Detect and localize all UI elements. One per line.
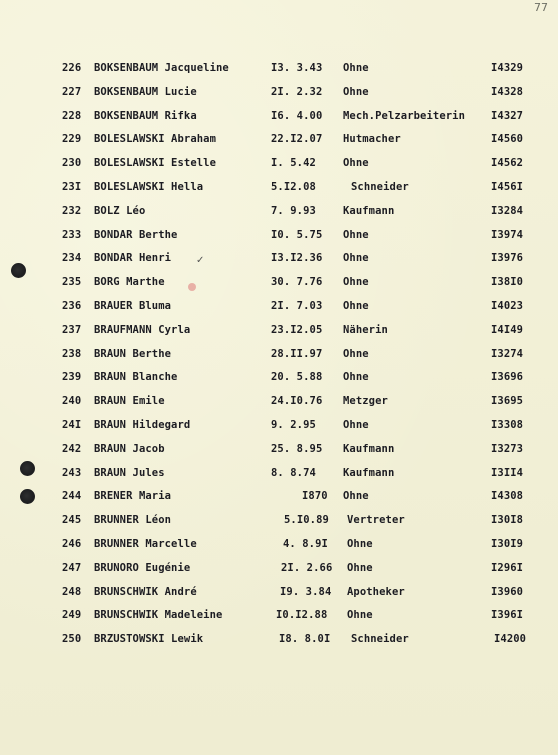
record-id: I3273 [491, 442, 524, 455]
record-id: I4560 [491, 133, 524, 146]
list-row [0, 628, 558, 652]
occupation: Schneider [351, 633, 409, 646]
person-name: BONDAR Henri [94, 252, 172, 265]
entry-number: 249 [62, 609, 82, 622]
person-name: BOLESLAWSKI Abraham [94, 133, 217, 146]
occupation: Hutmacher [343, 133, 401, 146]
record-id: I30I8 [491, 514, 524, 527]
record-id: I296I [491, 561, 524, 574]
list-row [0, 319, 558, 343]
list-row [0, 509, 558, 533]
occupation: Ohne [343, 85, 369, 98]
deportee-list [0, 57, 558, 652]
record-id: I3695 [491, 395, 524, 408]
list-row [0, 438, 558, 462]
birth-date: I9. 3.84 [280, 585, 332, 598]
person-name: BRUNNER Léon [94, 514, 172, 527]
occupation: Ohne [343, 252, 369, 265]
entry-number: 233 [62, 228, 82, 241]
record-id: I4023 [491, 299, 524, 312]
person-name: BRENER Maria [94, 490, 172, 503]
occupation: Ohne [343, 490, 369, 503]
birth-date: I. 5.42 [271, 157, 316, 170]
record-id: I38I0 [491, 276, 524, 289]
list-row [0, 557, 558, 581]
list-row [0, 81, 558, 105]
person-name: BRUNSCHWIK André [94, 585, 197, 598]
occupation: Ohne [343, 299, 369, 312]
person-name: BRZUSTOWSKI Lewik [94, 633, 204, 646]
person-name: BRAUN Jacob [94, 442, 165, 455]
birth-date: 20. 5.88 [271, 371, 323, 384]
birth-date: 2I. 7.03 [271, 299, 323, 312]
record-id: I396I [491, 609, 524, 622]
birth-date: I3. 3.43 [271, 62, 323, 74]
occupation: Kaufmann [343, 204, 395, 217]
list-row [0, 57, 558, 81]
list-row [0, 105, 558, 129]
list-row [0, 390, 558, 414]
occupation: Ohne [343, 157, 369, 170]
record-id: I4200 [494, 633, 527, 646]
person-name: BOKSENBAUM Rifka [94, 109, 197, 122]
person-name: BRAUN Berthe [94, 347, 172, 360]
person-name: BRAUFMANN Cyrla [94, 323, 191, 336]
person-name: BOKSENBAUM Jacqueline [94, 62, 229, 74]
occupation: Ohne [347, 609, 373, 622]
entry-number: 229 [62, 133, 82, 146]
list-row [0, 366, 558, 390]
list-row [0, 152, 558, 176]
birth-date: 4. 8.9I [283, 537, 328, 550]
entry-number: 232 [62, 204, 82, 217]
entry-number: 235 [62, 276, 82, 289]
birth-date: 5.I0.89 [284, 514, 329, 527]
list-row [0, 224, 558, 248]
birth-date: 2I. 2.66 [281, 561, 333, 574]
person-name: BONDAR Berthe [94, 228, 178, 241]
record-id: I4308 [491, 490, 524, 503]
entry-number: 246 [62, 537, 82, 550]
record-id: I30I9 [491, 537, 524, 550]
entry-number: 244 [62, 490, 82, 503]
occupation: Kaufmann [343, 466, 395, 479]
birth-date: 9. 2.95 [271, 418, 316, 431]
list-row [0, 462, 558, 486]
occupation: Ohne [343, 276, 369, 289]
entry-number: 234 [62, 252, 82, 265]
entry-number: 242 [62, 442, 82, 455]
occupation: Mech.Pelzarbeiterin [343, 109, 466, 122]
entry-number: 243 [62, 466, 82, 479]
record-id: I3284 [491, 204, 524, 217]
birth-date: I870 [302, 490, 328, 503]
entry-number: 245 [62, 514, 82, 527]
birth-date: 5.I2.08 [271, 180, 316, 193]
person-name: BRAUN Jules [94, 466, 165, 479]
entry-number: 230 [62, 157, 82, 170]
entry-number: 239 [62, 371, 82, 384]
entry-number: 247 [62, 561, 82, 574]
list-row [0, 604, 558, 628]
occupation: Apotheker [347, 585, 405, 598]
entry-number: 226 [62, 62, 82, 74]
occupation: Ohne [343, 371, 369, 384]
list-row [0, 247, 558, 271]
entry-number: 238 [62, 347, 82, 360]
entry-number: 236 [62, 299, 82, 312]
entry-number: 228 [62, 109, 82, 122]
record-id: I3974 [491, 228, 524, 241]
record-id: I456I [491, 180, 524, 193]
list-row [0, 581, 558, 605]
person-name: BOLESLAWSKI Estelle [94, 157, 217, 170]
record-id: I3960 [491, 585, 524, 598]
occupation: Ohne [343, 228, 369, 241]
list-row [0, 200, 558, 224]
record-id: I4329 [491, 62, 524, 74]
record-id: I3976 [491, 252, 524, 265]
birth-date: 7. 9.93 [271, 204, 316, 217]
birth-date: 8. 8.74 [271, 466, 316, 479]
pencil-check-mark: ✓ [196, 255, 205, 266]
birth-date: I0. 5.75 [271, 228, 323, 241]
birth-date: 25. 8.95 [271, 442, 323, 455]
birth-date: 30. 7.76 [271, 276, 323, 289]
entry-number: 23I [62, 180, 82, 193]
person-name: BRUNSCHWIK Madeleine [94, 609, 223, 622]
entry-number: 248 [62, 585, 82, 598]
page-number: 77 [534, 1, 548, 14]
person-name: BORG Marthe [94, 276, 165, 289]
occupation: Ohne [343, 347, 369, 360]
list-row [0, 343, 558, 367]
record-id: I4562 [491, 157, 524, 170]
birth-date: I3.I2.36 [271, 252, 323, 265]
birth-date: 28.II.97 [271, 347, 323, 360]
record-id: I3274 [491, 347, 524, 360]
birth-date: I6. 4.00 [271, 109, 323, 122]
entry-number: 237 [62, 323, 82, 336]
occupation: Ohne [347, 537, 373, 550]
person-name: BOLESLAWSKI Hella [94, 180, 204, 193]
list-row [0, 176, 558, 200]
record-id: I3II4 [491, 466, 524, 479]
list-row [0, 295, 558, 319]
birth-date: I8. 8.0I [279, 633, 331, 646]
person-name: BRAUN Emile [94, 395, 165, 408]
list-row [0, 485, 558, 509]
record-id: I3696 [491, 371, 524, 384]
record-id: I4328 [491, 85, 524, 98]
record-id: I3308 [491, 418, 524, 431]
birth-date: 2I. 2.32 [271, 85, 323, 98]
person-name: BOLZ Léo [94, 204, 146, 217]
record-id: I4327 [491, 109, 524, 122]
occupation: Ohne [347, 561, 373, 574]
occupation: Vertreter [347, 514, 405, 527]
person-name: BRAUER Bluma [94, 299, 172, 312]
list-row [0, 414, 558, 438]
occupation: Kaufmann [343, 442, 395, 455]
list-row [0, 533, 558, 557]
birth-date: 23.I2.05 [271, 323, 323, 336]
occupation: Ohne [343, 62, 369, 74]
occupation: Näherin [343, 323, 388, 336]
person-name: BRUNORO Eugénie [94, 561, 191, 574]
person-name: BRUNNER Marcelle [94, 537, 197, 550]
entry-number: 250 [62, 633, 82, 646]
person-name: BOKSENBAUM Lucie [94, 85, 197, 98]
occupation: Metzger [343, 395, 388, 408]
list-row [0, 128, 558, 152]
entry-number: 240 [62, 395, 82, 408]
person-name: BRAUN Blanche [94, 371, 178, 384]
list-row [0, 271, 558, 295]
birth-date: 24.I0.76 [271, 395, 323, 408]
person-name: BRAUN Hildegard [94, 418, 191, 431]
entry-number: 227 [62, 85, 82, 98]
record-id: I4I49 [491, 323, 524, 336]
occupation: Schneider [351, 180, 409, 193]
birth-date: I0.I2.88 [276, 609, 328, 622]
entry-number: 24I [62, 418, 82, 431]
occupation: Ohne [343, 418, 369, 431]
birth-date: 22.I2.07 [271, 133, 323, 146]
